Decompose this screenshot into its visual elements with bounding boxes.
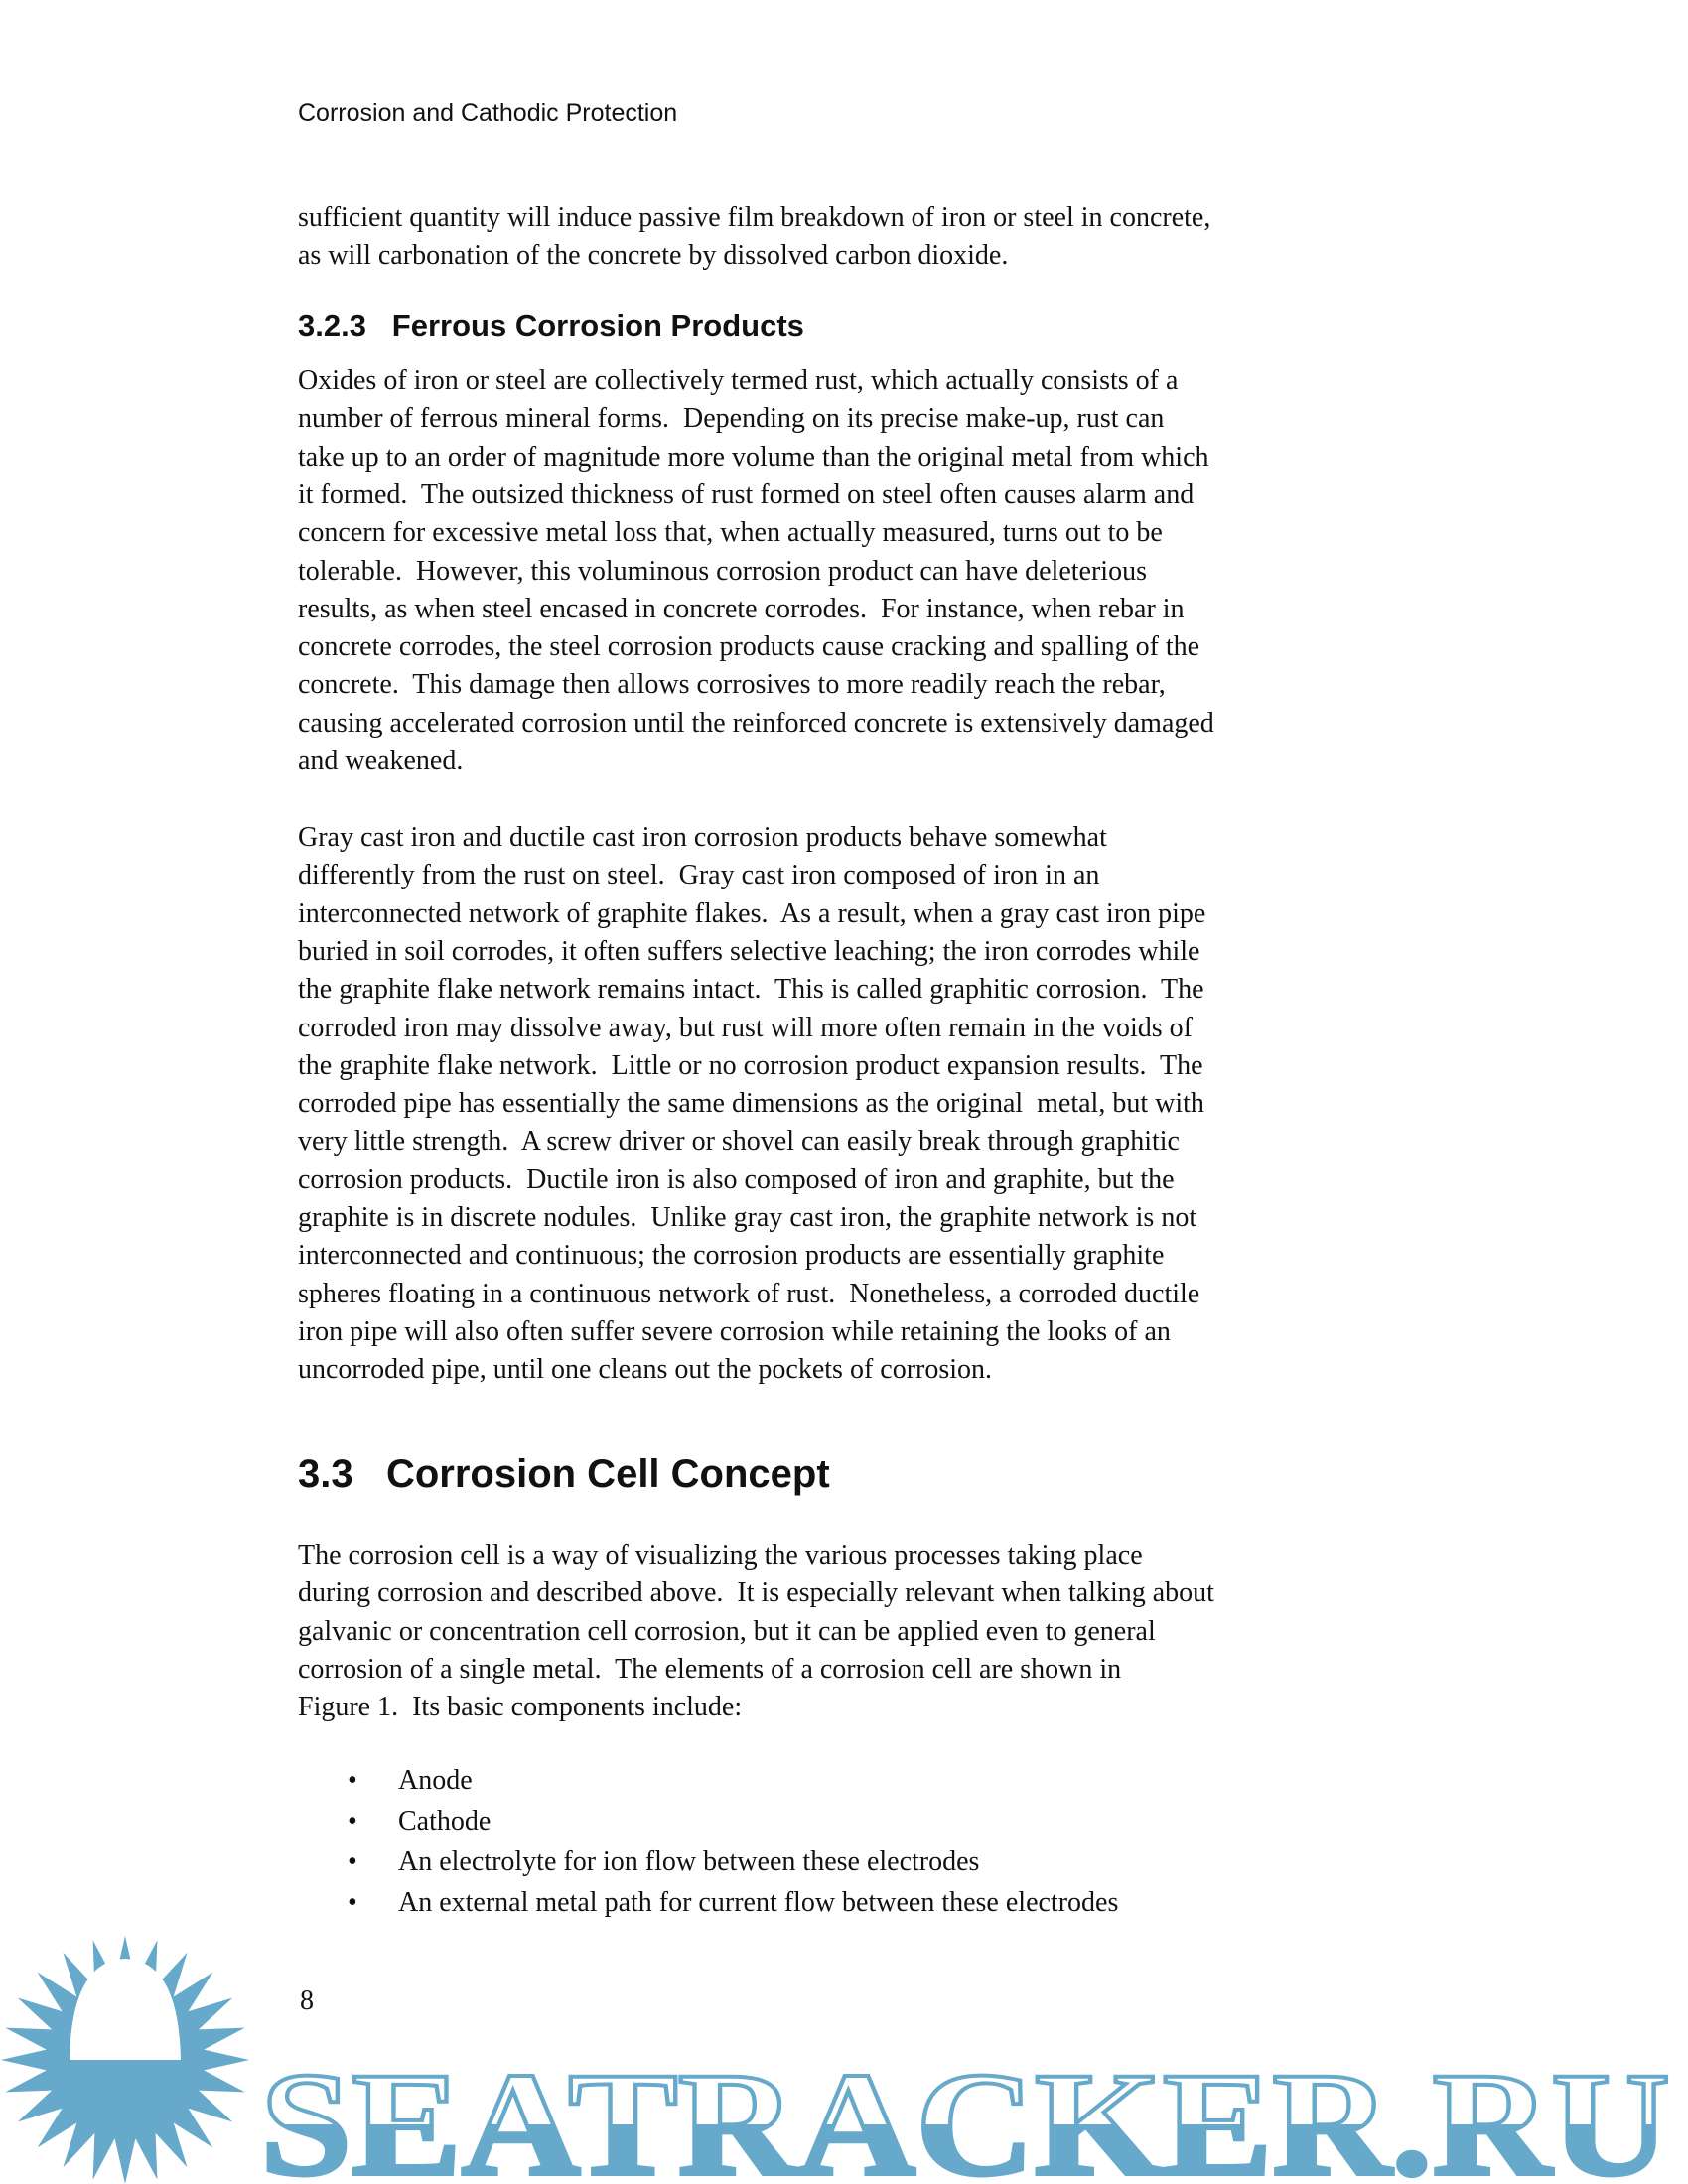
text-line: as will carbonation of the concrete by dissolved carbon dioxide. <box>298 240 1009 272</box>
text-line: galvanic or concentration cell corrosion, but it can be applied even to general <box>298 1615 1156 1647</box>
text-line: interconnected and continuous; the corrosion products are essentially graphite <box>298 1240 1165 1272</box>
bullet-icon: • <box>348 1806 357 1837</box>
section-title: Corrosion Cell Concept <box>385 1452 830 1496</box>
text-line: corrosion of a single metal. The elements of a corrosion cell are shown in <box>298 1653 1122 1685</box>
page-number: 8 <box>300 1985 314 2016</box>
text-line: Figure 1. Its basic components include: <box>298 1692 743 1723</box>
text-line: corrosion products. Ductile iron is also composed of iron and graphite, but the <box>298 1163 1175 1195</box>
list-item-text: Anode <box>398 1765 473 1796</box>
text-line: spheres floating in a continuous network of rust. Nonetheless, a corroded ductile <box>298 1278 1200 1309</box>
section-title: Ferrous Corrosion Products <box>391 308 804 342</box>
text-line: and weakened. <box>298 746 464 776</box>
text-line: concrete corrodes, the steel corrosion products cause cracking and spalling of the <box>298 631 1200 663</box>
text-line: graphite is in discrete nodules. Unlike gray cast iron, the graphite network is not <box>298 1202 1197 1233</box>
text-line: during corrosion and described above. It is especially relevant when talking about <box>298 1577 1214 1609</box>
text-line: tolerable. However, this voluminous corrosion product can have deleterious <box>298 555 1147 587</box>
text-line: Oxides of iron or steel are collectively termed rust, which actually consists of a <box>298 365 1179 396</box>
list-item-text: An electrolyte for ion flow between these electrodes <box>398 1846 980 1877</box>
text-line: interconnected network of graphite flakes. As a result, when a gray cast iron pipe <box>298 897 1206 929</box>
watermark-text: SEATRACKER.RU <box>260 2042 1671 2184</box>
list-item-text: Cathode <box>398 1806 492 1837</box>
heading-3-3 <box>298 1452 830 1497</box>
section-number: 3.3 <box>298 1452 353 1496</box>
watermark-logo <box>0 1931 1688 2184</box>
section-number: 3.2.3 <box>298 308 366 342</box>
text-line: sufficient quantity will induce passive film breakdown of iron or steel in concrete, <box>298 203 1211 233</box>
bullet-icon: • <box>348 1846 357 1877</box>
text-line: it formed. The outsized thickness of rust formed on steel often causes alarm and <box>298 478 1195 510</box>
running-header: Corrosion and Cathodic Protection <box>298 99 678 127</box>
list-item <box>348 1846 980 1878</box>
text-line: concern for excessive metal loss that, when actually measured, turns out to be <box>298 517 1163 549</box>
text-line: iron pipe will also often suffer severe corrosion while retaining the looks of an <box>298 1315 1171 1347</box>
text-line: The corrosion cell is a way of visualizing the various processes taking place <box>298 1540 1143 1570</box>
sun-icon <box>1 1936 249 2184</box>
list-item <box>348 1806 492 1838</box>
list-item <box>348 1887 1119 1919</box>
text-line: results, as when steel encased in concrete corrodes. For instance, when rebar in <box>298 593 1185 624</box>
heading-3-2-3 <box>298 308 804 343</box>
text-line: buried in soil corrodes, it often suffers selective leaching; the iron corrodes while <box>298 935 1200 967</box>
bullet-icon: • <box>348 1887 357 1918</box>
text-line: Gray cast iron and ductile cast iron corrosion products behave somewhat <box>298 822 1107 853</box>
text-line: number of ferrous mineral forms. Depending on its precise make-up, rust can <box>298 403 1165 435</box>
text-line: corroded pipe has essentially the same dimensions as the original metal, but with <box>298 1088 1204 1120</box>
list-item <box>348 1765 473 1797</box>
text-line: uncorroded pipe, until one cleans out the pockets of corrosion. <box>298 1354 993 1386</box>
text-line: the graphite flake network remains intact. This is called graphitic corrosion. The <box>298 974 1204 1006</box>
bullet-icon: • <box>348 1765 357 1796</box>
text-line: causing accelerated corrosion until the reinforced concrete is extensively damaged <box>298 707 1214 739</box>
text-line: very little strength. A screw driver or shovel can easily break through graphitic <box>298 1126 1180 1158</box>
list-item-text: An external metal path for current flow between these electrodes <box>398 1887 1119 1918</box>
text-line: take up to an order of magnitude more volume than the original metal from which <box>298 441 1209 473</box>
text-line: concrete. This damage then allows corrosives to more readily reach the rebar, <box>298 669 1166 701</box>
text-line: differently from the rust on steel. Gray cast iron composed of iron in an <box>298 860 1100 891</box>
text-line: corroded iron may dissolve away, but rust will more often remain in the voids of <box>298 1012 1193 1043</box>
text-line: the graphite flake network. Little or no corrosion product expansion results. The <box>298 1049 1203 1081</box>
